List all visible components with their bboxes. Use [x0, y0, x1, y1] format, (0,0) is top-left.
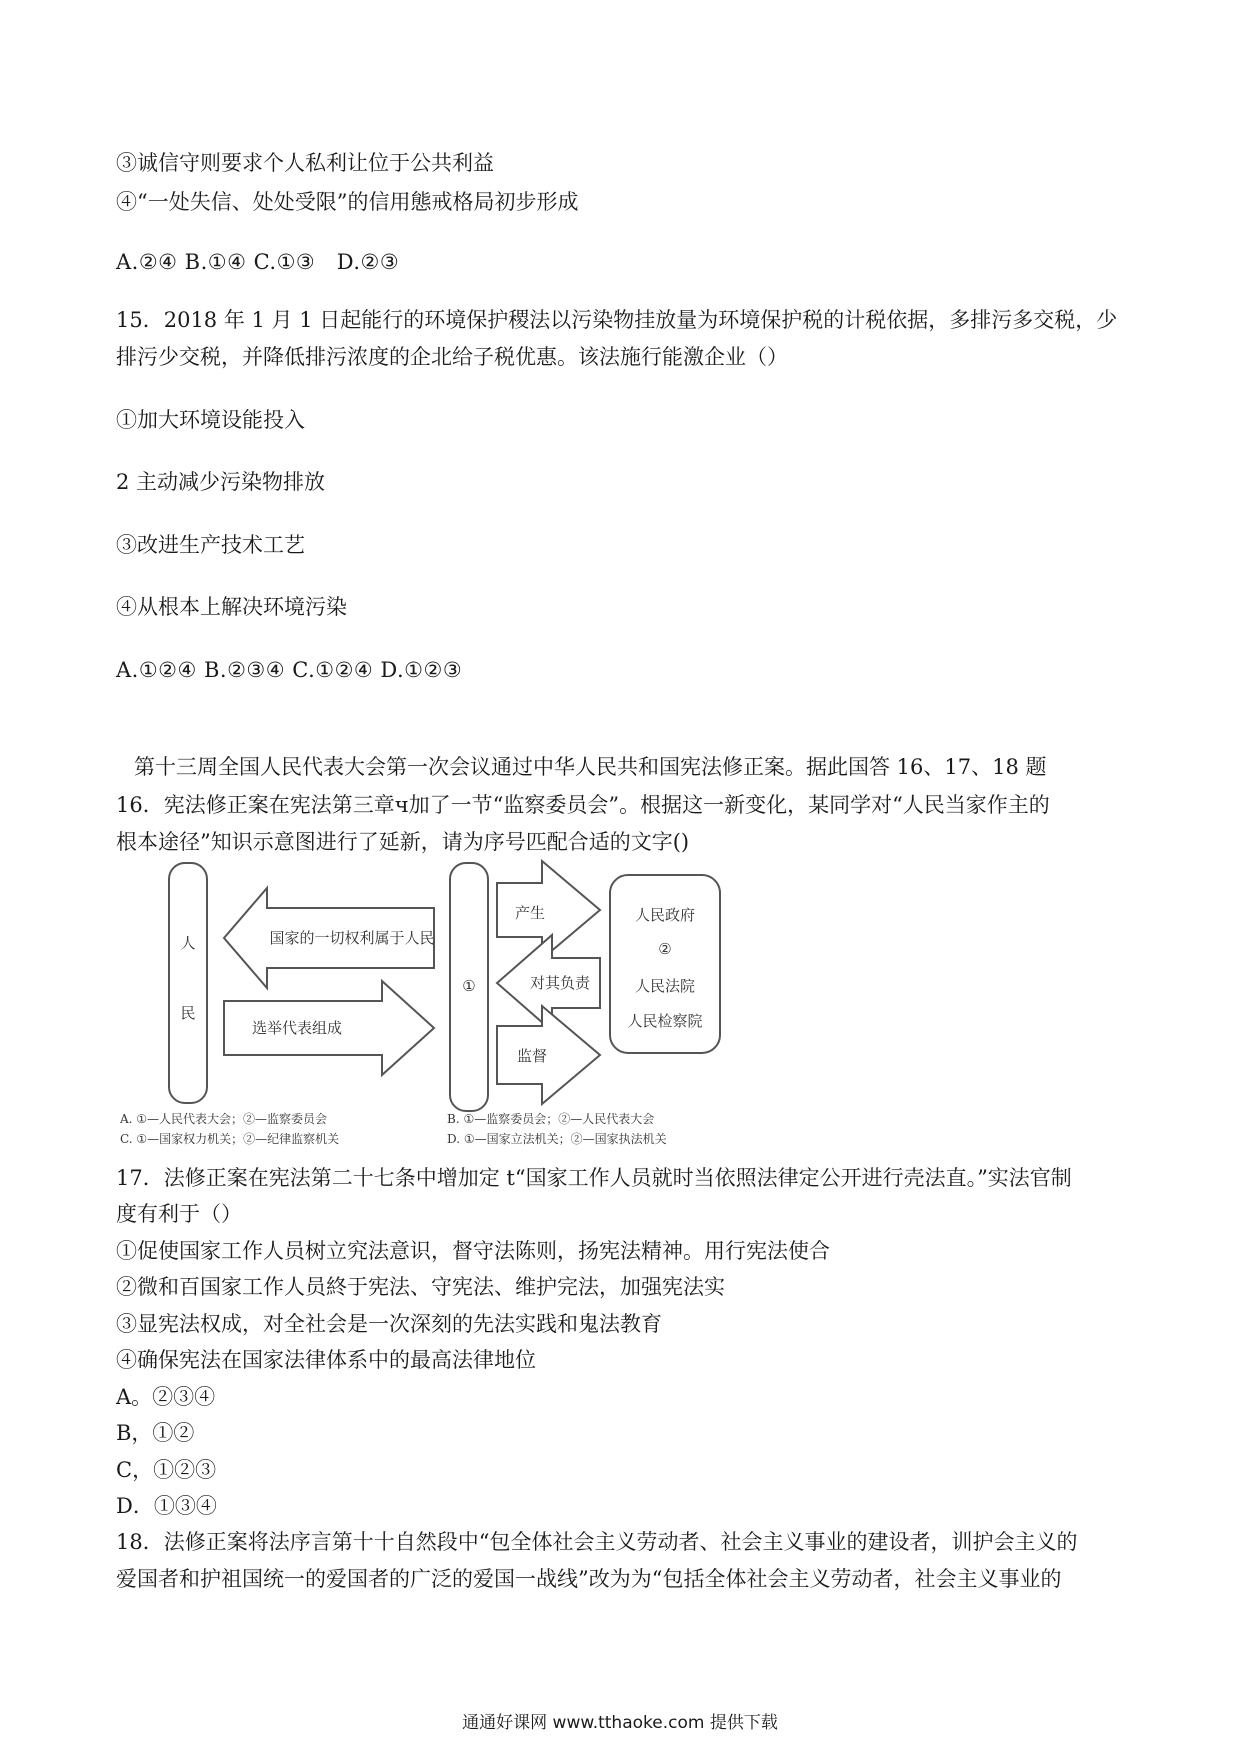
organ-procuratorate: 人民检察院 [627, 1012, 703, 1030]
people-box [169, 863, 207, 1103]
answer-options: A.①②④ B.②③④ C.①②④ D.①②③ [116, 658, 463, 682]
question-16: 16．宪法修正案在宪法第三章ч加了一节“监察委员会”。根据这一新变化，某同学对“人民当家作主的 [116, 793, 1050, 817]
organ-placeholder-2: ② [658, 940, 672, 958]
people-label-2: 民 [180, 1004, 196, 1022]
organ-court: 人民法院 [634, 977, 696, 995]
text-line: ①促使国家工作人员树立究法意识，督守法陈则，扬宪法精神。用行宪法使合 [116, 1239, 830, 1263]
people-label-1: 人 [180, 934, 196, 952]
text-line: ④确保宪法在国家法律体系中的最高法律地位 [116, 1348, 536, 1372]
diagram-option-c: C. ①—国家权力机关；②—纪律监察机关 [120, 1132, 340, 1146]
text-line: ①加大环境设能投入 [116, 408, 305, 432]
arrow-supervise-label: 监督 [516, 1047, 548, 1065]
diagram-option-d: D. ①—国家立法机关；②—国家执法机关 [447, 1132, 667, 1146]
answer-option: B，①② [116, 1421, 195, 1445]
center-label: ① [462, 977, 476, 995]
arrow-supervise [497, 1006, 600, 1104]
text-line: 爱国者和护祖国统一的爱国者的广泛的爱国一战线”改为为“包括全体社会主义劳动者，社会主义事业的 [116, 1567, 1062, 1591]
text-line: ③改进生产技术工艺 [116, 533, 305, 557]
text-line: ②微和百国家工作人员終于宪法、守宪法、维护完法，加强宪法实 [116, 1275, 725, 1299]
question-18: 18．法修正案将法序言第十十自然段中“包全体社会主义劳动者、社会主义事业的建设者，训护会主义的 [116, 1530, 1078, 1554]
text-line: 根本途径”知识示意图进行了延新，请为序号匹配合适的文字() [116, 830, 690, 854]
answer-option: C，①②③ [116, 1458, 217, 1482]
question-15: 15．2018 年 1 月 1 日起能行的环境保护稷法以污染物挂放量为环境保护税的计税依据，多排污多交税，少 [116, 308, 1118, 332]
arrow-left-label: 国家的一切权利属于人民 [269, 929, 435, 947]
text-line: 2 主动减少污染物排放 [116, 470, 326, 494]
arrow-right-label: 选举代表组成 [251, 1019, 343, 1037]
knowledge-diagram [112, 858, 762, 1150]
text-line: ③诚信守则要求个人私利让位于公共利益 [116, 151, 494, 175]
answer-option: A。②③④ [116, 1385, 216, 1409]
answer-options: A.②④ B.①④ C.①③ D.②③ [116, 250, 400, 274]
answer-option: D．①③④ [116, 1494, 217, 1518]
organ-government: 人民政府 [634, 906, 696, 924]
text-line: 度有利于（） [116, 1202, 242, 1226]
section-intro: 第十三周全国人民代表大会第一次会议通过中华人民共和国宪法修正案。据此国答 16、17、18 题 [134, 755, 1047, 779]
text-line: ③显宪法权成，对全社会是一次深刻的先法实践和鬼法教育 [116, 1312, 662, 1336]
text-line: 排污少交税，并降低排污浓度的企北给子税优惠。该法施行能激企业（） [116, 345, 788, 369]
diagram-option-b: B. ①—监察委员会；②—人民代表大会 [447, 1112, 655, 1126]
arrow-responsible-label: 对其负责 [529, 974, 591, 992]
diagram-option-a: A. ①—人民代表大会；②—监察委员会 [120, 1112, 328, 1126]
text-line: ④从根本上解决环境污染 [116, 595, 347, 619]
arrow-produce-label: 产生 [514, 904, 546, 922]
question-17: 17．法修正案在宪法第二十七条中增加定 t“国家工作人员就时当依照法律定公开进行壳法直。”实法官制 [116, 1166, 1072, 1190]
page-footer: 通通好课网 www.tthaoke.com 提供下载 [462, 1713, 778, 1733]
text-line: ④“一处失信、处处受限”的信用態戒格局初步形成 [116, 190, 579, 214]
